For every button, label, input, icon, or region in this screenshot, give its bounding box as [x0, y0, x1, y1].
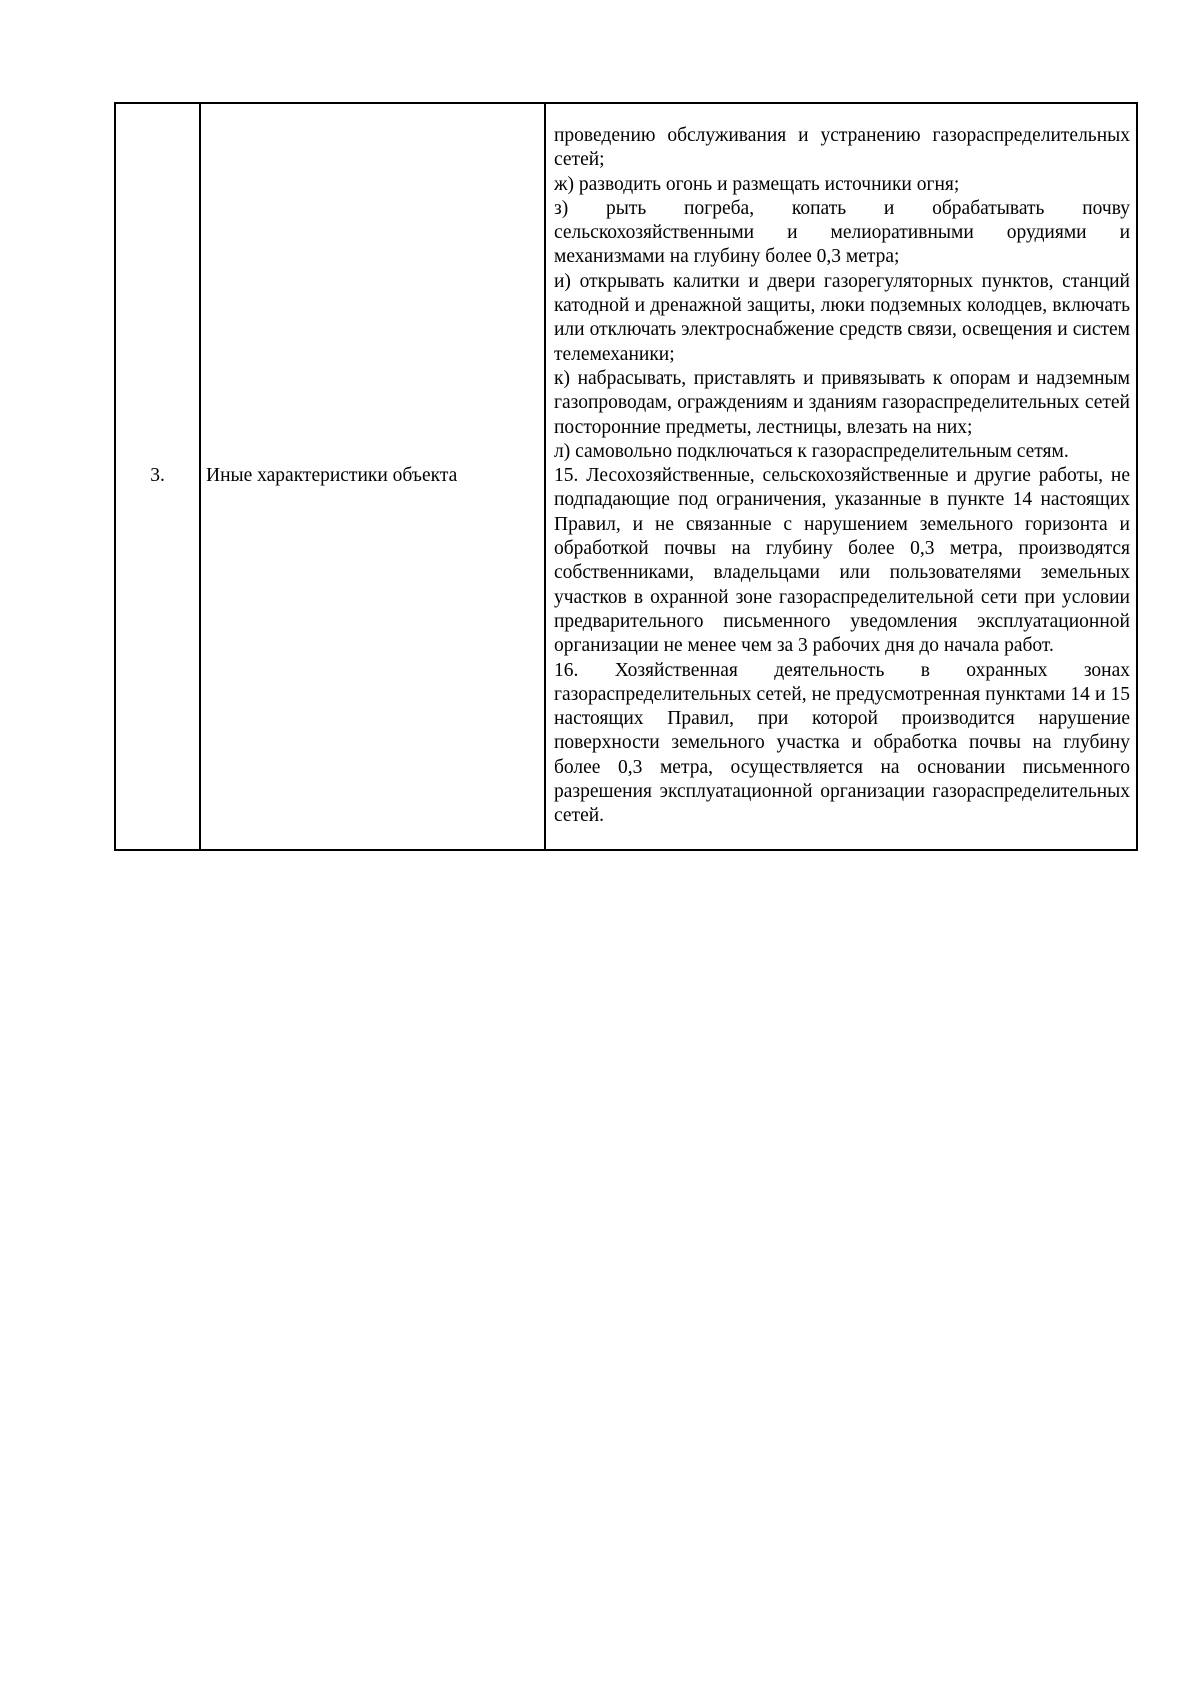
value-paragraph: з) рыть погреба, копать и обрабатывать почву сельскохозяйственными и мелиоративными орудиями и механизмами на глубину более 0,3 метра; [554, 197, 1130, 268]
value-paragraph: л) самовольно подключаться к газораспределительным сетям. [554, 440, 1069, 462]
row-name: Иные характеристики объекта [206, 465, 458, 487]
characteristics-table [114, 102, 1138, 851]
row-number: 3. [150, 465, 165, 487]
row-number-cell [115, 103, 200, 850]
value-paragraph: ж) разводить огонь и размещать источники огня; [554, 173, 960, 195]
table-row [115, 103, 1137, 850]
value-paragraph: 15. Лесохозяйственные, сельскохозяйственные и другие работы, не подпадающие под ограничения, указанные в пункте 14 настоящих Правил, и не связанные с нарушением земельного горизонта и обработкой почвы на глубину более 0,3 метра, производятся собственниками, владельцами или пользователями земельных участков в охранной зоне газораспределительной сети при условии предварительного письменного уведомления эксплуатационной организации не менее чем за 3 рабочих дня до начала работ. [554, 465, 1130, 657]
row-value-cell [545, 103, 1137, 850]
value-paragraph: к) набрасывать, приставлять и привязывать к опорам и надземным газопроводам, ограждениям и зданиям газораспределительных сетей посторонние предметы, лестницы, влезать на них; [554, 367, 1130, 438]
value-paragraph: и) открывать калитки и двери газорегуляторных пунктов, станций катодной и дренажной защиты, люки подземных колодцев, включать или отключать электроснабжение средств связи, освещения и систем телемеханики; [554, 270, 1130, 365]
row-name-cell [200, 103, 545, 850]
value-paragraph: 16. Хозяйственная деятельность в охранных зонах газораспределительных сетей, не предусмотренная пунктами 14 и 15 настоящих Правил, при которой производится нарушение поверхности земельного участка и обработка почвы на глубину более 0,3 метра, осуществляется на основании письменного разрешения эксплуатационной организации газораспределительных сетей. [554, 659, 1130, 827]
value-paragraph: проведению обслуживания и устранению газораспределительных сетей; [554, 125, 1130, 171]
